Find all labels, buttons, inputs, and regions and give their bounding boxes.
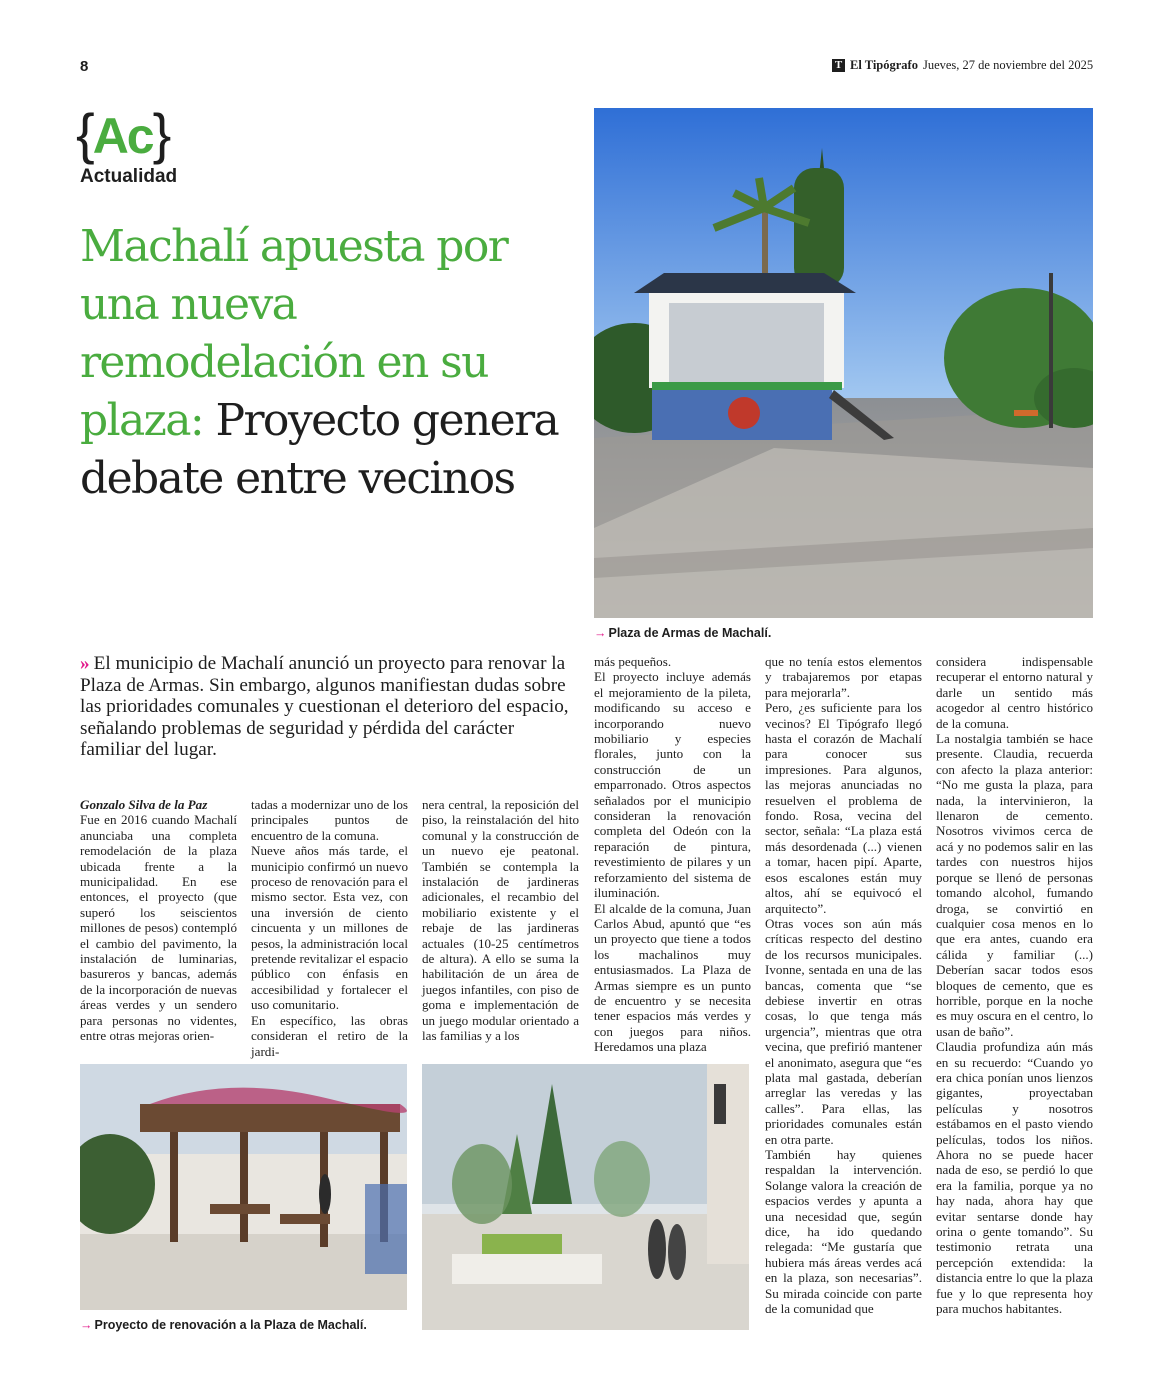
- section-open-brace: {: [76, 102, 93, 165]
- col1-para: Fue en 2016 cuando Machalí anunciaba una completa remodelación de la plaza ubicada frente a la municipalidad. En ese entonces, el proyecto (que superó los seiscientos millones de pesos) contempló el cambio del pavimento, la instalación de luminarias, basureros y bancas, además de la incorporación de nuevas áreas verdes y un sendero para personas no videntes, entre otras mejoras orien-: [80, 812, 237, 1044]
- section-mark: [76, 104, 169, 166]
- main-photo-illustration: [594, 108, 1093, 618]
- section-label: Actualidad: [80, 166, 178, 187]
- main-photo-caption: [594, 626, 771, 640]
- col5-para-a: que no tenía estos elementos y trabajaremos por etapas para mejorarla”.: [765, 654, 922, 700]
- page-number: 8: [80, 58, 89, 75]
- headline-green: Machalí apuesta por una nueva remodelación en su plaza:: [80, 221, 508, 446]
- render-image-1: [80, 1064, 407, 1310]
- section-abbr: Ac: [92, 108, 153, 164]
- article-col-6: [936, 654, 1093, 1316]
- col2-para-a: tadas a modernizar uno de los principales puntos de encuentro de la comuna.: [251, 797, 408, 843]
- main-photo: [594, 108, 1093, 618]
- newspaper-logo-icon: T: [832, 59, 845, 72]
- render-caption-arrow-icon: →: [80, 1318, 93, 1332]
- col6-para-a: considera indispensable recuperar el entorno natural y darle un sentido más acogedor al centro histórico de la comuna.: [936, 654, 1093, 731]
- masthead-date: Jueves, 27 de noviembre del 2025: [922, 58, 1094, 72]
- col4-para-a: más pequeños.: [594, 654, 672, 669]
- masthead: [832, 58, 1093, 73]
- masthead-brand: El Tipógrafo: [850, 58, 918, 72]
- col3-para: nera central, la reposición del piso, la reinstalación del hito comunal y la construcción de un nuevo eje peatonal. También se contempla la instalación de jardineras adicionales, el recambio del mobiliario existente y el rebaje de las jardineras actuales (10-25 centímetros de altura). A ello se suma la habilitación de un área de juegos infantiles, con piso de goma e implementación de un juego modular orientado a las familias y a los: [422, 797, 579, 1044]
- render-caption: [80, 1318, 367, 1332]
- lead-quote-icon: »: [80, 653, 90, 674]
- lead-paragraph: [80, 653, 575, 761]
- lead-text: El municipio de Machalí anunció un proyecto para renovar la Plaza de Armas. Sin embargo, algunos manifiestan dudas sobre las prioridades comunales y cuestionan el deterioro del espacio, señalando problemas de seguridad y pérdida del carácter familiar del lugar.: [80, 653, 569, 760]
- caption-arrow-icon: →: [594, 626, 607, 640]
- col6-para-c: Claudia profundiza aún más en su recuerdo: “Cuando yo era chica ponían unos lienzos gigantes, proyectaban películas y nosotros estábamos en el pasto viendo películas, todos los niños. Ahora no se puede hacer nada de eso, se perdió lo que era la familia, porque ya no hay nada, ahora hay que evitar sentarse donde hay orina o gente tomando”. Su testimonio retrata una percepción extendida: la distancia entre lo que la plaza fue y lo que representa hoy para muchos habitantes.: [936, 1039, 1093, 1317]
- article-col-5: [765, 654, 922, 1316]
- article-col-4: [594, 654, 751, 1055]
- col5-para-c: Otras voces son aún más críticas respecto del destino de los recursos municipales. Ivonne, sentada en una de las bancas, comenta que “se debiese invertir en otras cosas, lo que tenga más urgencia”, mientras que otra vecina, que prefirió mantener el anonimato, asegura que “es plata mal gastada, deberían arreglar las veredas y las calles”. Para ellas, las prioridades comunales están en otra parte.: [765, 915, 922, 1147]
- col4-para-c: El alcalde de la comuna, Juan Carlos Abud, apuntó que “es un proyecto que tiene a todos los machalinos muy entusiasmados. La Plaza de Armas siempre es un punto de encuentro y se necesita tener espacios más verdes y con juegos para niños. Heredamos una plaza: [594, 900, 751, 1055]
- col5-para-d: También hay quienes respaldan la intervención. Solange valora la creación de espacios verdes y apunta a una necesidad que, según dice, ha ido quedando relegada: “Me gustaría que hubiera más áreas verdes acá en la plaza, son necesarias”. Su mirada coincide con parte de la comunidad que: [765, 1147, 922, 1317]
- render-image-2: [422, 1064, 749, 1330]
- col2-para-c: En específico, las obras consideran el retiro de la jardi-: [251, 1012, 408, 1059]
- col5-para-b: Pero, ¿es suficiente para los vecinos? El Tipógrafo llegó hasta el corazón de Machalí para conocer sus impresiones. Para algunos, las mejoras anunciadas no resuelven el problema de fondo. Rosa, vecina del sector, señala: “La plaza está más desordenada (...) vienen a tomar, hacen pipí. Aparte, esos escalones están muy altos, ahí se equivocó el arquitecto”.: [765, 700, 922, 916]
- render-caption-text: Proyecto de renovación a la Plaza de Machalí.: [94, 1318, 367, 1332]
- col4-para-b: El proyecto incluye además el mejoramiento de la pileta, modificando su acceso e incorporando nuevo mobiliario y especies florales, junto con la construcción de un emparronado. Otros aspectos señalados por el municipio consideran la renovación completa del Odeón con la reparación de pintura, revestimiento de pilares y un reforzamiento del sistema de iluminación.: [594, 669, 751, 901]
- render-2-illustration: [422, 1064, 749, 1330]
- render-1-illustration: [80, 1064, 407, 1310]
- main-caption-text: Plaza de Armas de Machalí.: [608, 626, 772, 640]
- headline: [80, 218, 580, 508]
- article-col-3: [422, 797, 579, 1044]
- headline-dark: Proyecto genera debate entre vecinos: [80, 395, 559, 504]
- article-col-2: [251, 797, 408, 1059]
- byline: Gonzalo Silva de la Paz: [80, 797, 208, 812]
- col6-para-b: La nostalgia también se hace presente. Claudia, recuerda con afecto la plaza anterior: “No me gusta la plaza, para nada, la intervinieron, la llenaron de cemento. Nosotros vivimos cerca de acá y no podemos salir en las tardes con nuestros hijos porque se llenó de personas tomando alcohol, fumando droga, se convirtió en cualquier cosa menos en lo que era antes, cuando era cálida y familiar (...) Deberían sacar todos esos bloques de cemento, que es horrible, porque en la noche es muy oscura en el centro, lo usan de baño”.: [936, 731, 1093, 1039]
- col2-para-b: Nueve años más tarde, el municipio confirmó un nuevo proceso de renovación para el mismo sector. Esta vez, con una inversión de ciento cincuenta y un millones de pesos, la administración local pretende revitalizar el espacio público con énfasis en accesibilidad y fortalecer el uso comunitario.: [251, 843, 408, 1013]
- section-close-brace: }: [152, 102, 170, 165]
- article-col-1: [80, 797, 237, 1044]
